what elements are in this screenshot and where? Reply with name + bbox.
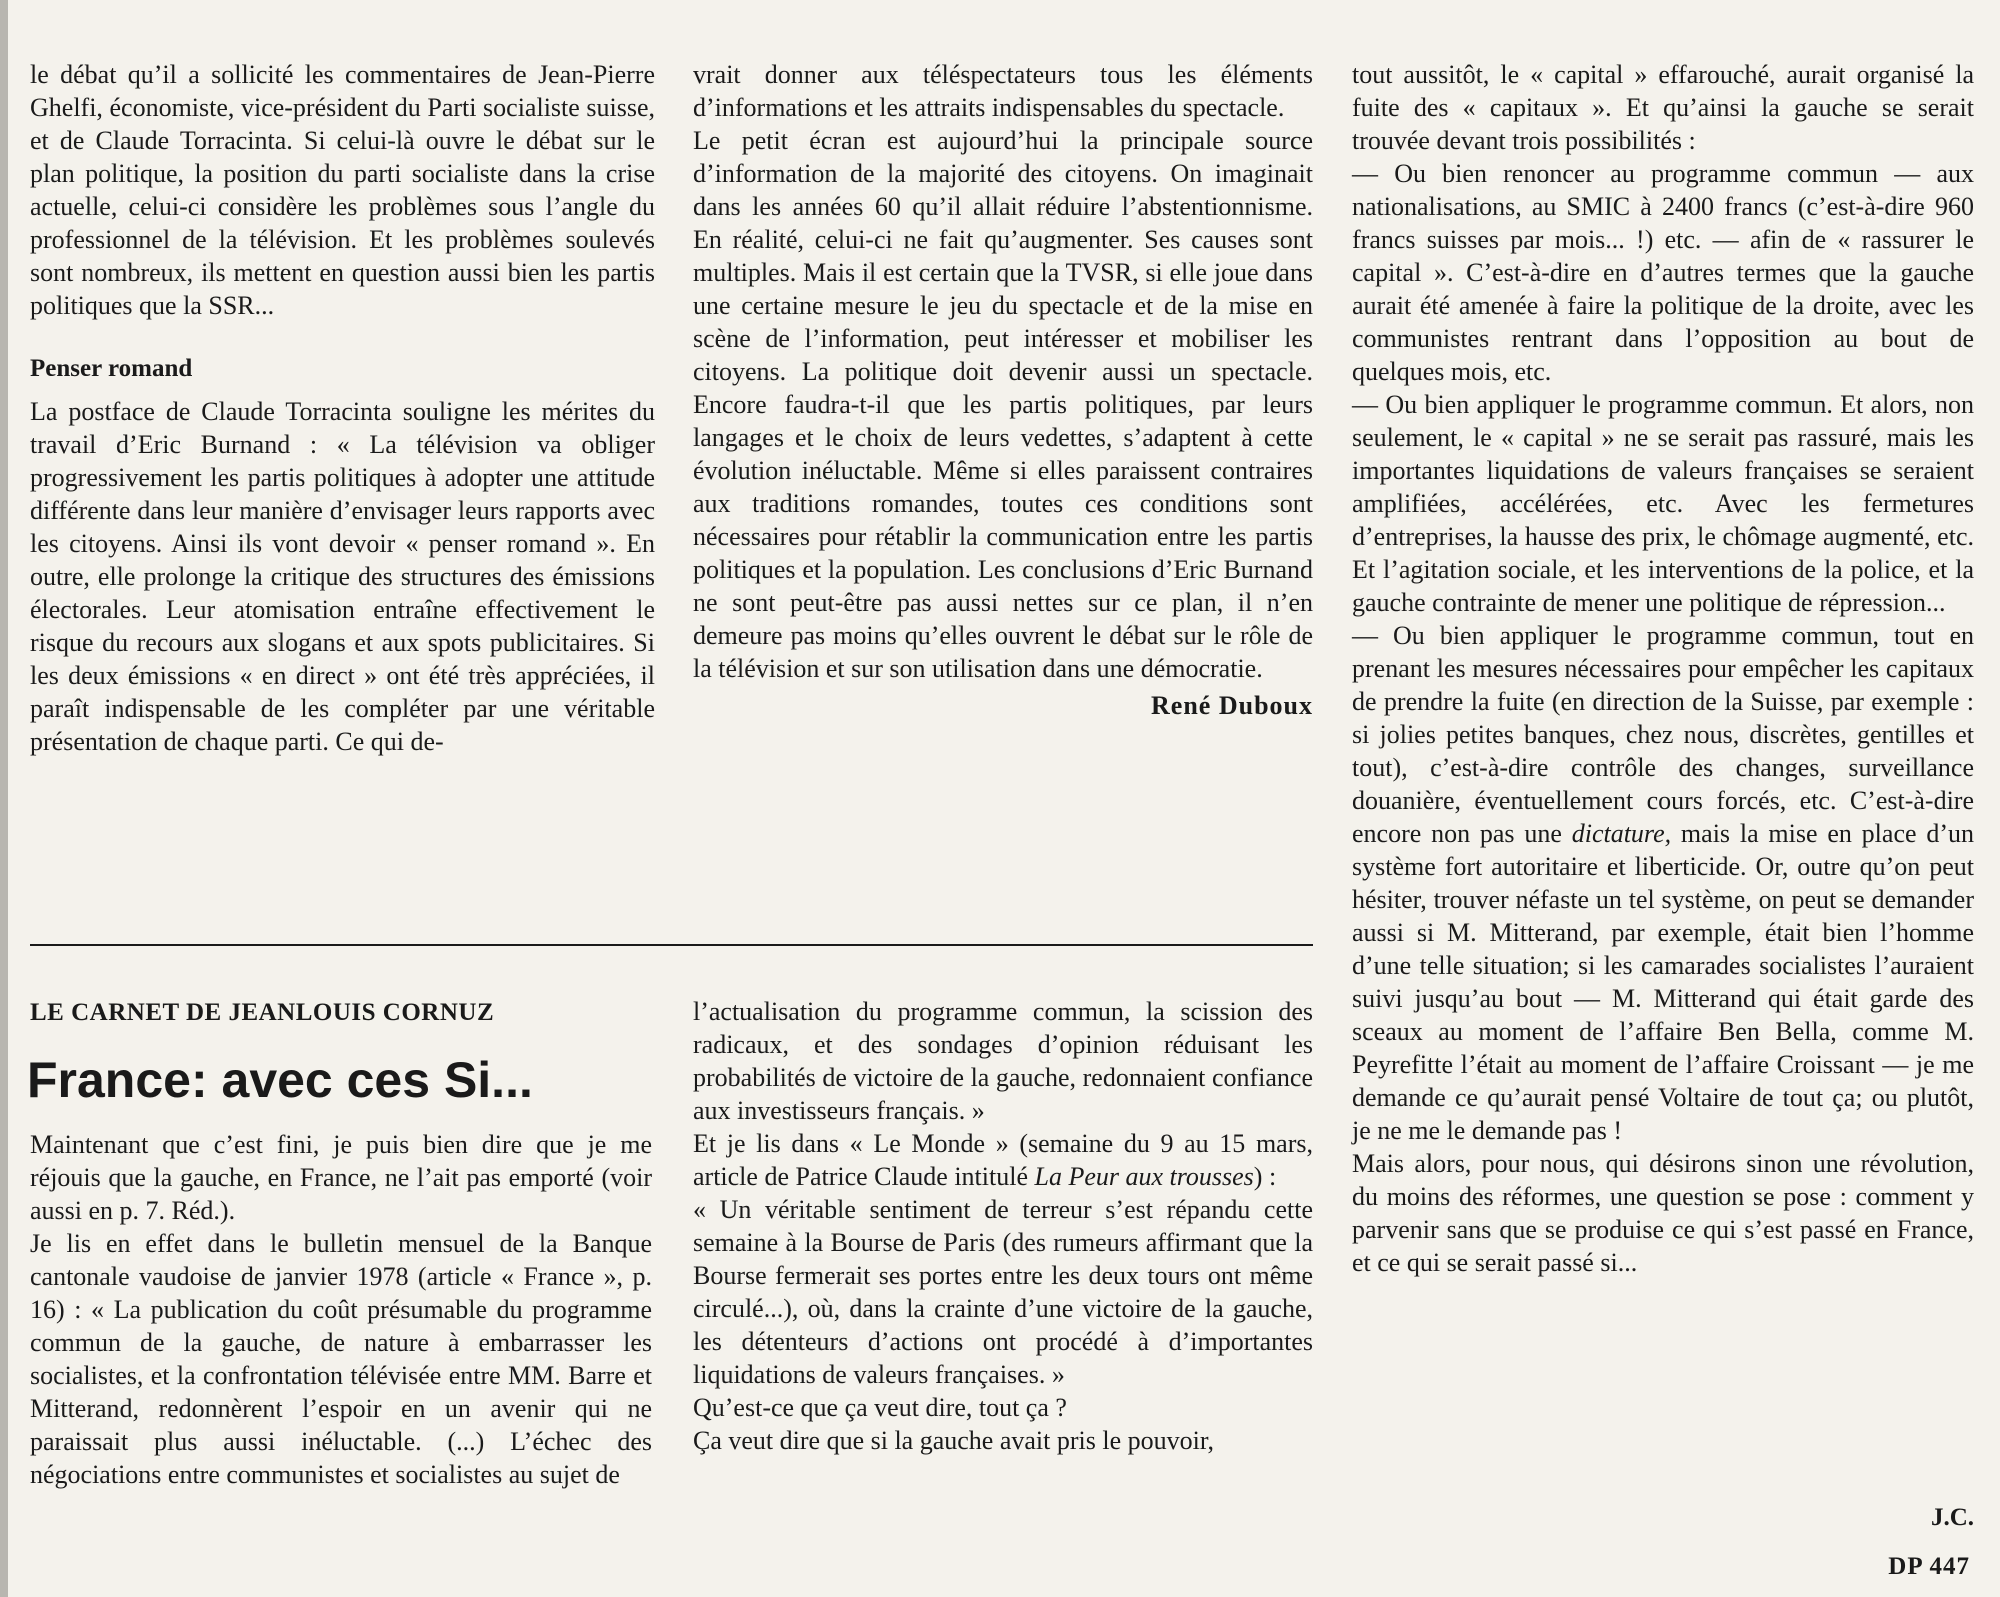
paragraph: Qu’est-ce que ça veut dire, tout ça ? bbox=[693, 1393, 1067, 1422]
column-2 bbox=[693, 58, 1313, 722]
paragraph: l’actualisation du programme commun, la scission des radicaux, et des sondages d’opinion réduisant les probabilités de victoire de la gauche, redonnaient confiance aux investisseurs français. » bbox=[693, 997, 1313, 1125]
paragraph: vrait donner aux téléspectateurs tous les éléments d’informations et les attraits indispensables du spectacle. bbox=[693, 60, 1313, 122]
section-divider bbox=[30, 944, 1313, 946]
paragraph: La postface de Claude Torracinta souligne les mérites du travail d’Eric Burnand : « La télévision va obliger progressivement les partis politiques à adopter une attitude différente dans leur manière d’envisager leurs rapports avec les citoyens. Ainsi ils vont devoir « penser romand ». En outre, elle prolonge la critique des structures des émissions électorales. Leur atomisation entraîne effectivement le risque du recours aux slogans et aux spots publicitaires. Si les deux émissions « en direct » ont été très appréciées, il paraît indispensable de les compléter par une véritable présentation de chaque parti. Ce qui de- bbox=[30, 397, 655, 756]
paragraph bbox=[693, 1127, 1313, 1193]
scan-edge bbox=[0, 0, 8, 1597]
article-title: France: avec ces Si... bbox=[27, 1052, 533, 1108]
column-1 bbox=[30, 58, 655, 758]
column-4 bbox=[30, 1128, 652, 1491]
text-run: Et je lis dans « Le Monde » (semaine du 9 au 15 mars, article de Patrice Claude intitulé bbox=[693, 1129, 1313, 1191]
paragraph: « Un véritable sentiment de terreur s’est répandu cette semaine à la Bourse de Paris (des rumeurs affirmant que la Bourse fermerait ses portes entre les deux tours ont même circulé...), où, dans la crainte d’une victoire de la gauche, les détenteurs d’actions ont procédé à d’importantes liquidations de valeurs françaises. » bbox=[693, 1195, 1313, 1389]
paragraph: Le petit écran est aujourd’hui la principale source d’information de la majorité des citoyens. On imaginait dans les années 60 qu’il allait réduire l’abstentionnisme. En réalité, celui-ci ne fait qu’augmenter. Ses causes sont multiples. Mais il est certain que la TVSR, si elle joue dans une certaine mesure le jeu du spectacle et de la mise en scène de l’information, peut intéresser et mobiliser les citoyens. La politique doit devenir aussi un spectacle. Encore faudra-t-il que les partis politiques, par leurs langages et le choix de leurs vedettes, s’adaptent à cette évolution inéluctable. Même si elles paraissent contraires aux traditions romandes, toutes ces conditions sont nécessaires pour rétablir la communication entre les partis politiques et la population. Les conclusions d’Eric Burnand ne sont peut-être pas aussi nettes sur ce plan, il n’en demeure pas moins qu’elles ouvrent le débat sur le rôle de la télévision et sur son utilisation dans une démocratie. bbox=[693, 126, 1313, 683]
column-3 bbox=[1352, 58, 1974, 1279]
text-run: mais la mise en place d’un système fort autoritaire et liberticide. Or, outre qu’on peut hésiter, trouver néfaste un tel système, on peut se demander aussi si M. Mitterand, par exemple, était bien l’homme d’une telle situation; si les camarades socialistes l’auraient suivi jusqu’au bout — M. Mitterand qui était garde des sceaux au moment de l’affaire Ben Bella, comme M. Peyrefitte l’était au moment de l’affaire Croissant — je me demande ce qu’aurait pensé Voltaire de tout ça; ou plutôt, je ne me le demande pas ! bbox=[1352, 819, 1974, 1145]
paragraph: — Ou bien renoncer au programme commun — aux nationalisations, au SMIC à 2400 francs (c’est-à-dire 960 francs suisses par mois... !) etc. — afin de « rassurer le capital ». C’est-à-dire en d’autres termes que la gauche aurait été amenée à faire la politique de la droite, avec les communistes rentrant dans l’opposition au bout de quelques mois, etc. bbox=[1352, 159, 1974, 386]
section-heading: Penser romand bbox=[30, 355, 193, 382]
paragraph: le débat qu’il a sollicité les commentaires de Jean-Pierre Ghelfi, économiste, vice-président du Parti socialiste suisse, et de Claude Torracinta. Si celui-là ouvre le débat sur le plan politique, la position du parti socialiste dans la crise actuelle, celui-ci considère les problèmes sous l’angle du professionnel de la télévision. Et les problèmes soulevés sont nombreux, ils mettent en question aussi bien les partis politiques que la SSR... bbox=[30, 60, 655, 320]
paragraph: tout aussitôt, le « capital » effarouché, aurait organisé la fuite des « capitaux ». Et qu’ainsi la gauche se serait trouvée devant trois possibilités : bbox=[1352, 60, 1974, 155]
paragraph: Maintenant que c’est fini, je puis bien dire que je me réjouis que la gauche, en France, ne l’ait pas emporté (voir aussi en p. 7. Réd.). bbox=[30, 1130, 652, 1225]
author-signature: René Duboux bbox=[1151, 691, 1313, 720]
text-run: ) : bbox=[1253, 1162, 1277, 1191]
column-5 bbox=[693, 995, 1313, 1457]
paragraph: Mais alors, pour nous, qui désirons sinon une révolution, du moins des réformes, une question se pose : comment y parvenir sans que se produise ce qui s’est passé en France, et ce qui se serait passé si... bbox=[1352, 1149, 1974, 1277]
paragraph: Ça veut dire que si la gauche avait pris le pouvoir, bbox=[693, 1426, 1214, 1455]
paragraph: Je lis en effet dans le bulletin mensuel de la Banque cantonale vaudoise de janvier 1978 (article « France », p. 16) : « La publication du coût présumable du programme commun de la gauche, de nature à embarrasser les socialistes, et la confrontation télévisée entre MM. Barre et Mitterand, redonnèrent l’espoir en un avenir qui ne paraissait plus aussi inéluctable. (...) L’échec des négociations entre communistes et socialistes au sujet de bbox=[30, 1229, 652, 1489]
paragraph: — Ou bien appliquer le programme commun. Et alors, non seulement, le « capital » ne se serait pas rassuré, mais les importantes liquidations de valeurs françaises se seraient amplifiées, accélérées, etc. Avec les fermetures d’entreprises, la hausse des prix, le chômage augmenté, etc. Et l’agitation sociale, et les interventions de la police, et la gauche contrainte de mener une politique de répression... bbox=[1352, 390, 1974, 617]
page-number: DP 447 bbox=[1888, 1553, 1970, 1580]
emphasis: dictature, bbox=[1571, 819, 1672, 848]
author-initials: J.C. bbox=[1930, 1504, 1974, 1531]
article-kicker: LE CARNET DE JEANLOUIS CORNUZ bbox=[30, 999, 495, 1026]
emphasis: La Peur aux trousses bbox=[1034, 1162, 1254, 1191]
paragraph bbox=[1352, 619, 1974, 1147]
text-run: — Ou bien appliquer le programme commun, tout en prenant les mesures nécessaires pour empêcher les capitaux de prendre la fuite (en direction de la Suisse, par exemple : si jolies petites banques, chez nous, discrètes, gentilles et tout), c’est-à-dire contrôle des changes, surveillance douanière, éventuellement cours forcés, etc. C’est-à-dire encore non pas une bbox=[1352, 621, 1974, 848]
